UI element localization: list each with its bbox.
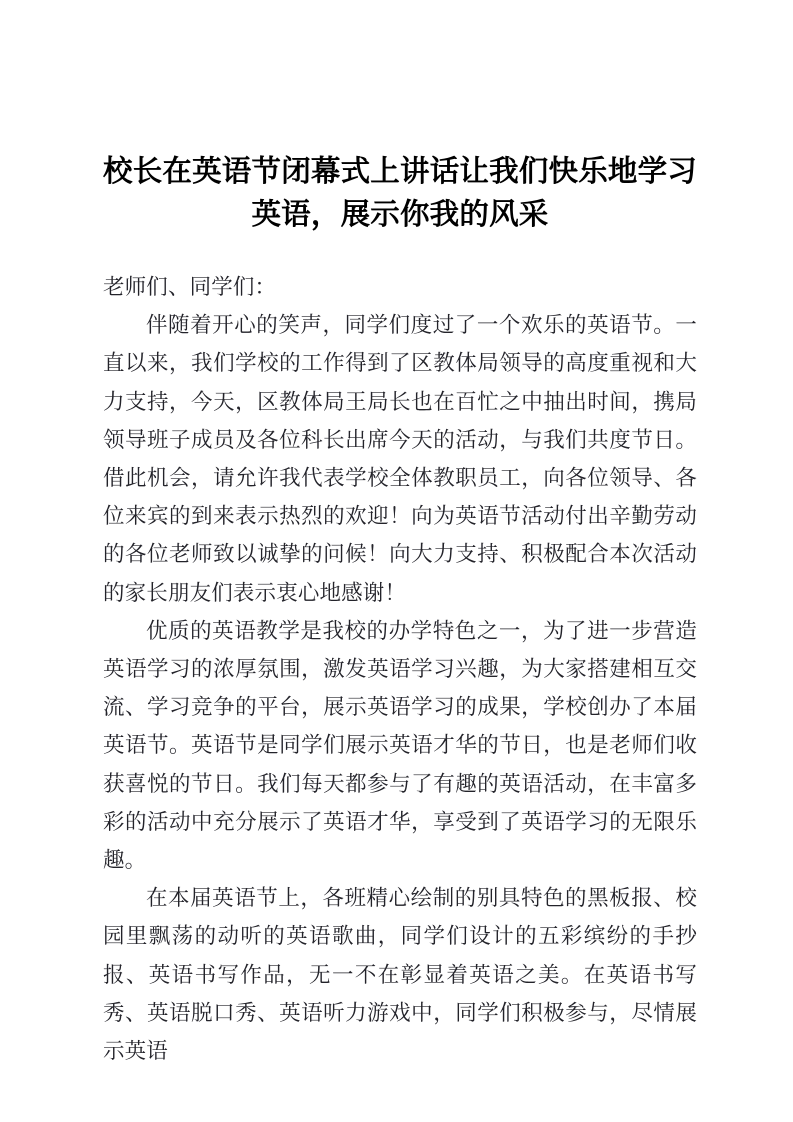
document-content: [103, 0, 697, 1071]
body-paragraph-3: 在本届英语节上，各班精心绘制的别具特色的黑板报、校园里飘荡的动听的英语歌曲，同学们设计的五彩缤纷的手抄报、英语书写作品，无一不在彰显着英语之美。在英语书写秀、英语脱口秀、英语听力游戏中，同学们积极参与，尽情展示英语: [103, 886, 697, 1065]
body-paragraph-2: 优质的英语教学是我校的办学特色之一，为了进一步营造英语学习的浓厚氛围，激发英语学习兴趣，为大家搭建相互交流、学习竞争的平台，展示英语学习的成果，学校创办了本届英语节。英语节是同学们展示英语才华的节日，也是老师们收获喜悦的节日。我们每天都参与了有趣的英语活动，在丰富多彩的活动中充分展示了英语才华，享受到了英语学习的无限乐趣。: [103, 618, 697, 874]
body-paragraph-1: 伴随着开心的笑声，同学们度过了一个欢乐的英语节。一直以来，我们学校的工作得到了区教体局领导的高度重视和大力支持，今天，区教体局王局长也在百忙之中抽出时间，携局领导班子成员及各位科长出席今天的活动，与我们共度节日。借此机会，请允许我代表学校全体教职员工，向各位领导、各位来宾的到来表示热烈的欢迎！向为英语节活动付出辛勤劳动的各位老师致以诚挚的问候！向大力支持、积极配合本次活动的家长朋友们表示衷心地感谢！: [103, 313, 697, 606]
page-title: 校长在英语节闭幕式上讲话让我们快乐地学习英语，展示你我的风采: [103, 153, 698, 231]
salutation-line: 老师们、同学们：: [103, 275, 277, 300]
